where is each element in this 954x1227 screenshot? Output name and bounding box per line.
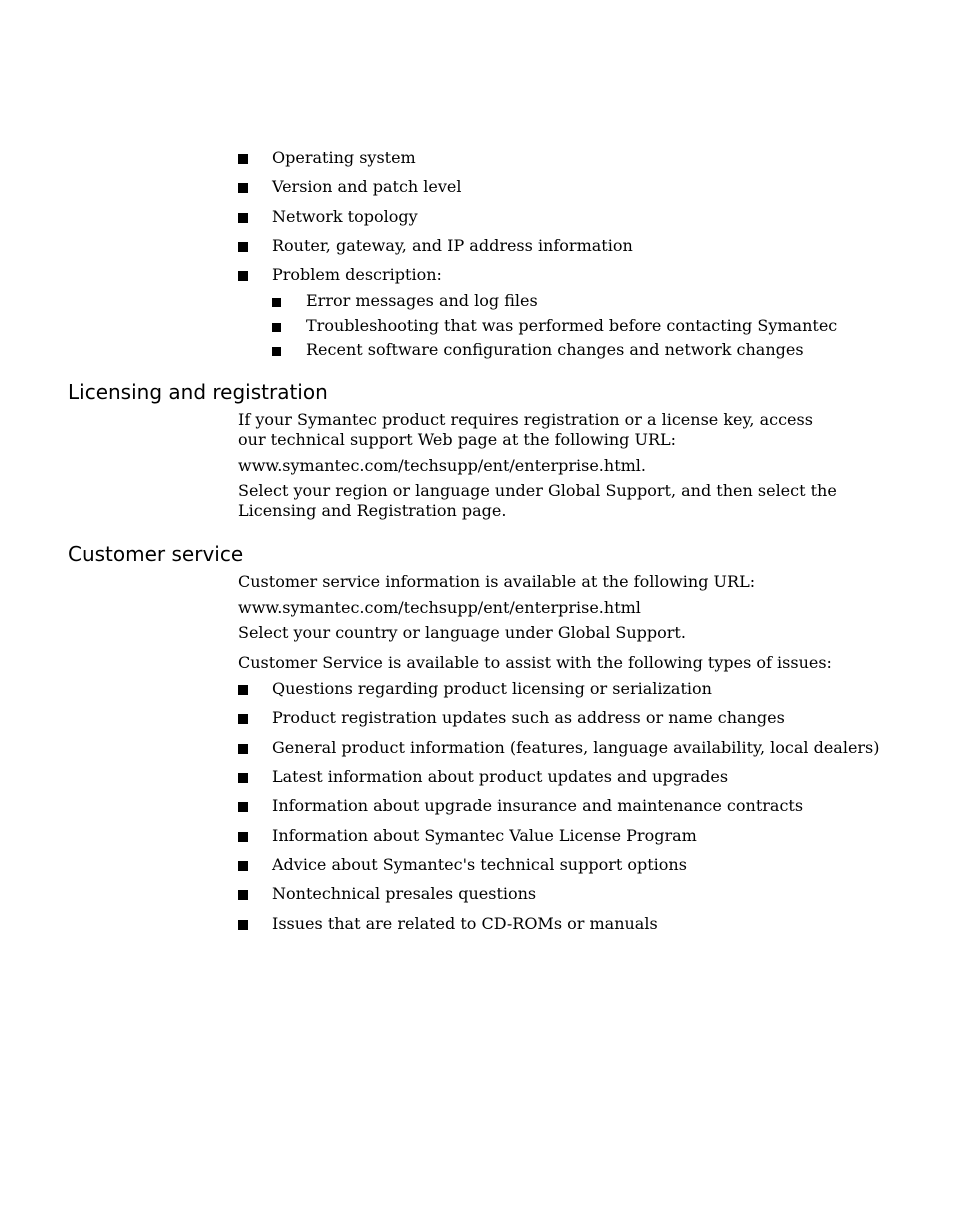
bullet-icon	[272, 347, 281, 356]
bullet-icon	[238, 271, 248, 281]
customer-service-url: www.symantec.com/techsupp/ent/enterprise.html	[238, 598, 641, 617]
licensing-url: www.symantec.com/techsupp/ent/enterprise.html.	[238, 456, 646, 475]
customer-service-paragraph-2: Select your country or language under Global Support.	[238, 623, 686, 642]
section-heading-customer-service: Customer service	[68, 542, 244, 566]
bullet-icon	[238, 802, 248, 812]
bullet-icon	[272, 323, 281, 332]
bullet-icon	[238, 213, 248, 223]
customer-service-paragraph-3: Customer Service is available to assist with the following types of issues:	[238, 653, 832, 672]
bullet-icon	[238, 685, 248, 695]
bullet-icon	[238, 773, 248, 783]
bullet-icon	[238, 714, 248, 724]
customer-service-paragraph: Customer service information is available at the following URL:	[238, 572, 756, 591]
bullet-icon	[272, 298, 281, 307]
bullet-icon	[238, 154, 248, 164]
bullet-icon	[238, 744, 248, 754]
licensing-paragraph-2: Select your region or language under Global Support, and then select the Licensing and Registration page.	[238, 481, 837, 520]
licensing-paragraph: If your Symantec product requires registration or a license key, access our technical support Web page at the following URL:	[238, 410, 813, 449]
bullet-icon	[238, 861, 248, 871]
bullet-icon	[238, 183, 248, 193]
bullet-icon	[238, 242, 248, 252]
bullet-icon	[238, 832, 248, 842]
section-heading-licensing: Licensing and registration	[68, 380, 328, 404]
bullet-icon	[238, 890, 248, 900]
bullet-icon	[238, 920, 248, 930]
